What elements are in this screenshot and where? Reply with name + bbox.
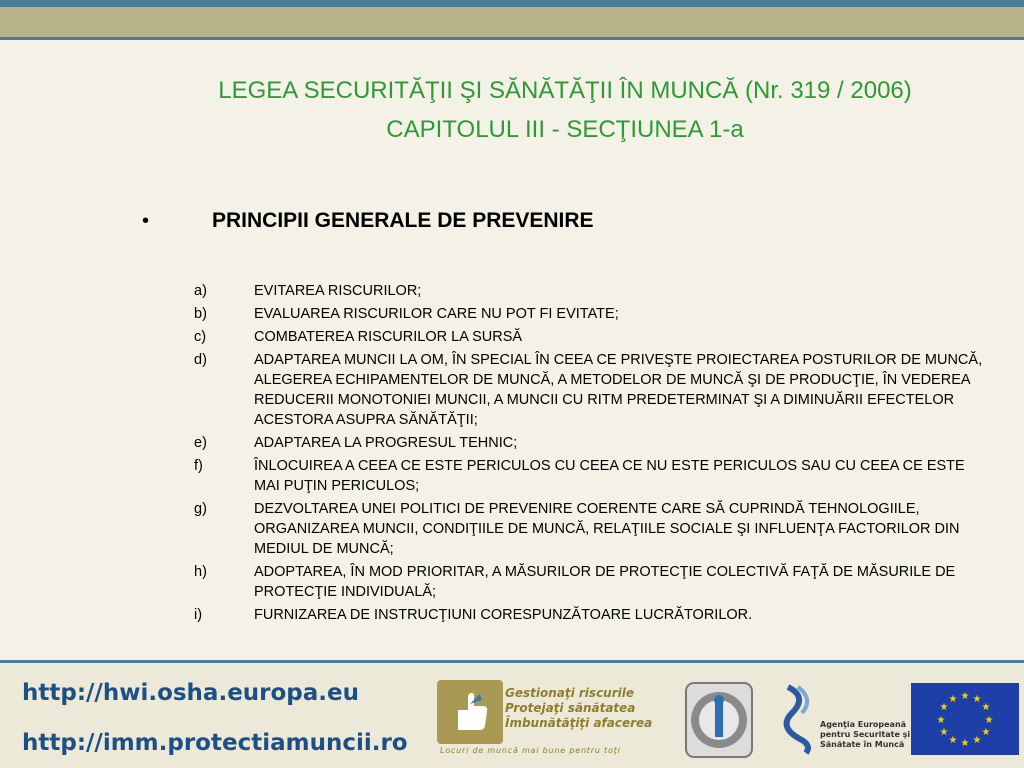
list-item-text: DEZVOLTAREA UNEI POLITICI DE PREVENIRE COERENTE CARE SĂ CUPRINDĂ TEHNOLOGIILE, ORGANIZAREA MUNCII, CONDIŢIILE DE MUNCĂ, RELAŢIILE SOCIALE ŞI INFLUENŢA FACTORILOR DIN MEDIUL DE MUNCĂ; (254, 501, 960, 557)
list-item-text: EVITAREA RISCURILOR; (254, 283, 422, 299)
agency-line-2: pentru Securitate şi (820, 730, 911, 739)
svg-text:★: ★ (972, 735, 982, 746)
svg-text:★: ★ (948, 694, 958, 705)
svg-text:★: ★ (939, 702, 949, 713)
list-item-text: EVALUAREA RISCURILOR CARE NU POT FI EVITATE; (254, 306, 619, 322)
campaign-line-1: Gestionaţi riscurile (505, 686, 635, 700)
principles-list (190, 281, 990, 628)
list-item-label: e) (194, 435, 207, 451)
list-item (190, 605, 990, 625)
list-item-label: a) (194, 283, 207, 299)
url-link-osha[interactable]: http://hwi.osha.europa.eu (22, 680, 360, 706)
list-item-label: h) (194, 564, 207, 580)
bullet-marker: • (142, 210, 150, 232)
campaign-tagline: Locuri de muncă mai bune pentru toţi (440, 746, 621, 755)
campaign-line-2: Protejaţi sănătatea (505, 701, 636, 715)
agency-line-1: Agenţia Europeană (820, 720, 907, 729)
top-bar (0, 7, 1024, 37)
list-item-label: d) (194, 352, 207, 368)
svg-text:★: ★ (981, 702, 991, 713)
list-item (190, 433, 990, 453)
svg-text:★: ★ (981, 727, 991, 738)
list-item (190, 281, 990, 301)
svg-text:★: ★ (984, 715, 994, 726)
list-item (190, 499, 990, 559)
svg-text:★: ★ (939, 727, 949, 738)
list-item-label: b) (194, 306, 207, 322)
list-item-text: ADAPTAREA MUNCII LA OM, ÎN SPECIAL ÎN CEEA CE PRIVEŞTE PROIECTAREA POSTURILOR DE MUNCĂ, ALEGEREA ECHIPAMENTELOR DE MUNCĂ, A METODELOR DE MUNCĂ ŞI DE PRODUCŢIE, ÎN VEDEREA REDUCERII MONOTONIEI MUNCII, A MUNCII CU RITM PREDETERMINAT ŞI A DIMINUĂRII EFECTELOR ACESTORA ASUPRA SĂNĂTĂŢII; (254, 352, 983, 428)
agency-line-3: Sănătate în Muncă (820, 740, 905, 749)
list-item (190, 327, 990, 347)
inspection-logo (684, 681, 754, 759)
list-item-text: ADOPTAREA, ÎN MOD PRIORITAR, A MĂSURILOR DE PROTECŢIE COLECTIVĂ FAŢĂ DE MĂSURILE DE PROTECŢIE INDIVIDUALĂ; (254, 564, 956, 600)
list-item-label: i) (194, 607, 203, 623)
svg-text:★: ★ (960, 738, 970, 749)
campaign-line-3: Îmbunătăţiţi afacerea (505, 716, 653, 730)
list-item (190, 456, 990, 496)
list-item-text: FURNIZAREA DE INSTRUCŢIUNI CORESPUNZĂTOARE LUCRĂTORILOR. (254, 607, 753, 623)
list-item-text: ÎNLOCUIREA A CEEA CE ESTE PERICULOS CU CEEA CE NU ESTE PERICULOS SAU CU CEEA CE ESTE MAI PUŢIN PERICULOS; (254, 458, 965, 494)
osha-agency-logo (778, 683, 818, 755)
thumbs-up-icon (450, 688, 490, 734)
top-bar-accent (0, 0, 1024, 7)
svg-text:★: ★ (936, 715, 946, 726)
list-item (190, 304, 990, 324)
svg-text:★: ★ (972, 694, 982, 705)
list-item-label: c) (194, 329, 207, 345)
slide-subtitle: CAPITOLUL III - SECŢIUNEA 1-a (386, 116, 744, 143)
list-item-text: ADAPTAREA LA PROGRESUL TEHNIC; (254, 435, 518, 451)
svg-text:★: ★ (960, 691, 970, 702)
eu-flag (911, 683, 1019, 755)
svg-text:★: ★ (948, 735, 958, 746)
list-item (190, 562, 990, 602)
section-heading: PRINCIPII GENERALE DE PREVENIRE (212, 209, 594, 232)
list-item-label: f) (194, 458, 203, 474)
url-link-protectiamuncii[interactable]: http://imm.protectiamuncii.ro (22, 730, 408, 756)
list-item-label: g) (194, 501, 207, 517)
slide-title: LEGEA SECURITĂŢII ŞI SĂNĂTĂŢII ÎN MUNCĂ (Nr. 319 / 2006) (218, 77, 912, 104)
list-item-text: COMBATEREA RISCURILOR LA SURSĂ (254, 329, 523, 345)
top-bar-accent-bottom (0, 37, 1024, 40)
list-item (190, 350, 990, 430)
